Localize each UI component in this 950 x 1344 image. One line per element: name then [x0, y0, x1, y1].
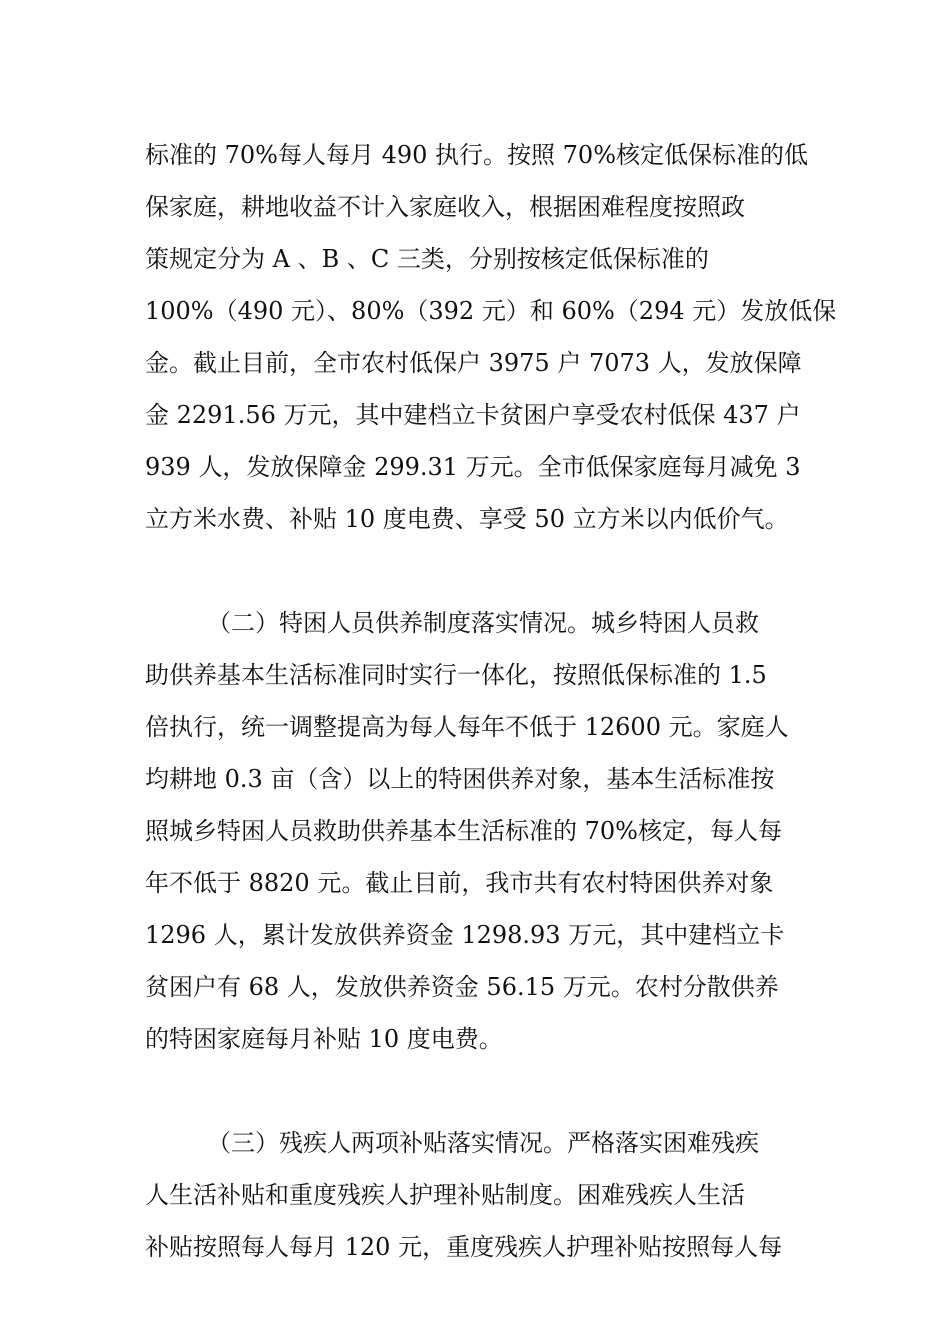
text-line: 补贴按照每人每月 120 元，重度残疾人护理补贴按照每人每 — [145, 1233, 783, 1261]
text-line: 策规定分为 A 、B 、C 三类，分别按核定低保标准的 — [145, 245, 709, 273]
text-line: 金。截止目前，全市农村低保户 3975 户 7073 人，发放保障 — [145, 349, 802, 377]
text-line: 金 2291.56 万元，其中建档立卡贫困户享受农村低保 437 户 — [145, 401, 801, 429]
text-line: 倍执行，统一调整提高为每人每年不低于 12600 元。家庭人 — [145, 713, 789, 741]
text-line: 助供养基本生活标准同时实行一体化，按照低保标准的 1.5 — [145, 661, 767, 689]
text-line: 标准的 70%每人每月 490 执行。按照 70%核定低保标准的低 — [145, 141, 809, 169]
text-line: 照城乡特困人员救助供养基本生活标准的 70%核定，每人每 — [145, 817, 782, 845]
document-page — [145, 129, 837, 1273]
text-line: 100%（490 元）、80%（392 元）和 60%（294 元）发放低保 — [145, 297, 837, 325]
paragraph-disability-subsidies — [145, 1117, 810, 1273]
text-line: 年不低于 8820 元。截止目前，我市共有农村特困供养对象 — [145, 869, 774, 897]
text-line: 均耕地 0.3 亩（含）以上的特困供养对象，基本生活标准按 — [145, 765, 775, 793]
paragraph-spacer — [145, 1065, 810, 1117]
text-line: （二）特困人员供养制度落实情况。城乡特困人员救 — [207, 609, 759, 637]
paragraph-spacer — [145, 545, 810, 597]
text-line: 贫困户有 68 人，发放供养资金 56.15 万元。农村分散供养 — [145, 973, 779, 1001]
paragraph-special-hardship-support — [145, 597, 810, 1065]
paragraph-low-income-standard — [145, 129, 837, 545]
text-line: （三）残疾人两项补贴落实情况。严格落实困难残疾 — [207, 1129, 759, 1157]
text-line: 保家庭，耕地收益不计入家庭收入，根据困难程度按照政 — [145, 193, 745, 221]
text-line: 939 人，发放保障金 299.31 万元。全市低保家庭每月减免 3 — [145, 453, 801, 481]
text-line: 1296 人，累计发放供养资金 1298.93 万元，其中建档立卡 — [145, 921, 785, 949]
text-line: 立方米水费、补贴 10 度电费、享受 50 立方米以内低价气。 — [145, 505, 789, 533]
text-line: 的特困家庭每月补贴 10 度电费。 — [145, 1025, 503, 1053]
text-line: 人生活补贴和重度残疾人护理补贴制度。困难残疾人生活 — [145, 1181, 745, 1209]
